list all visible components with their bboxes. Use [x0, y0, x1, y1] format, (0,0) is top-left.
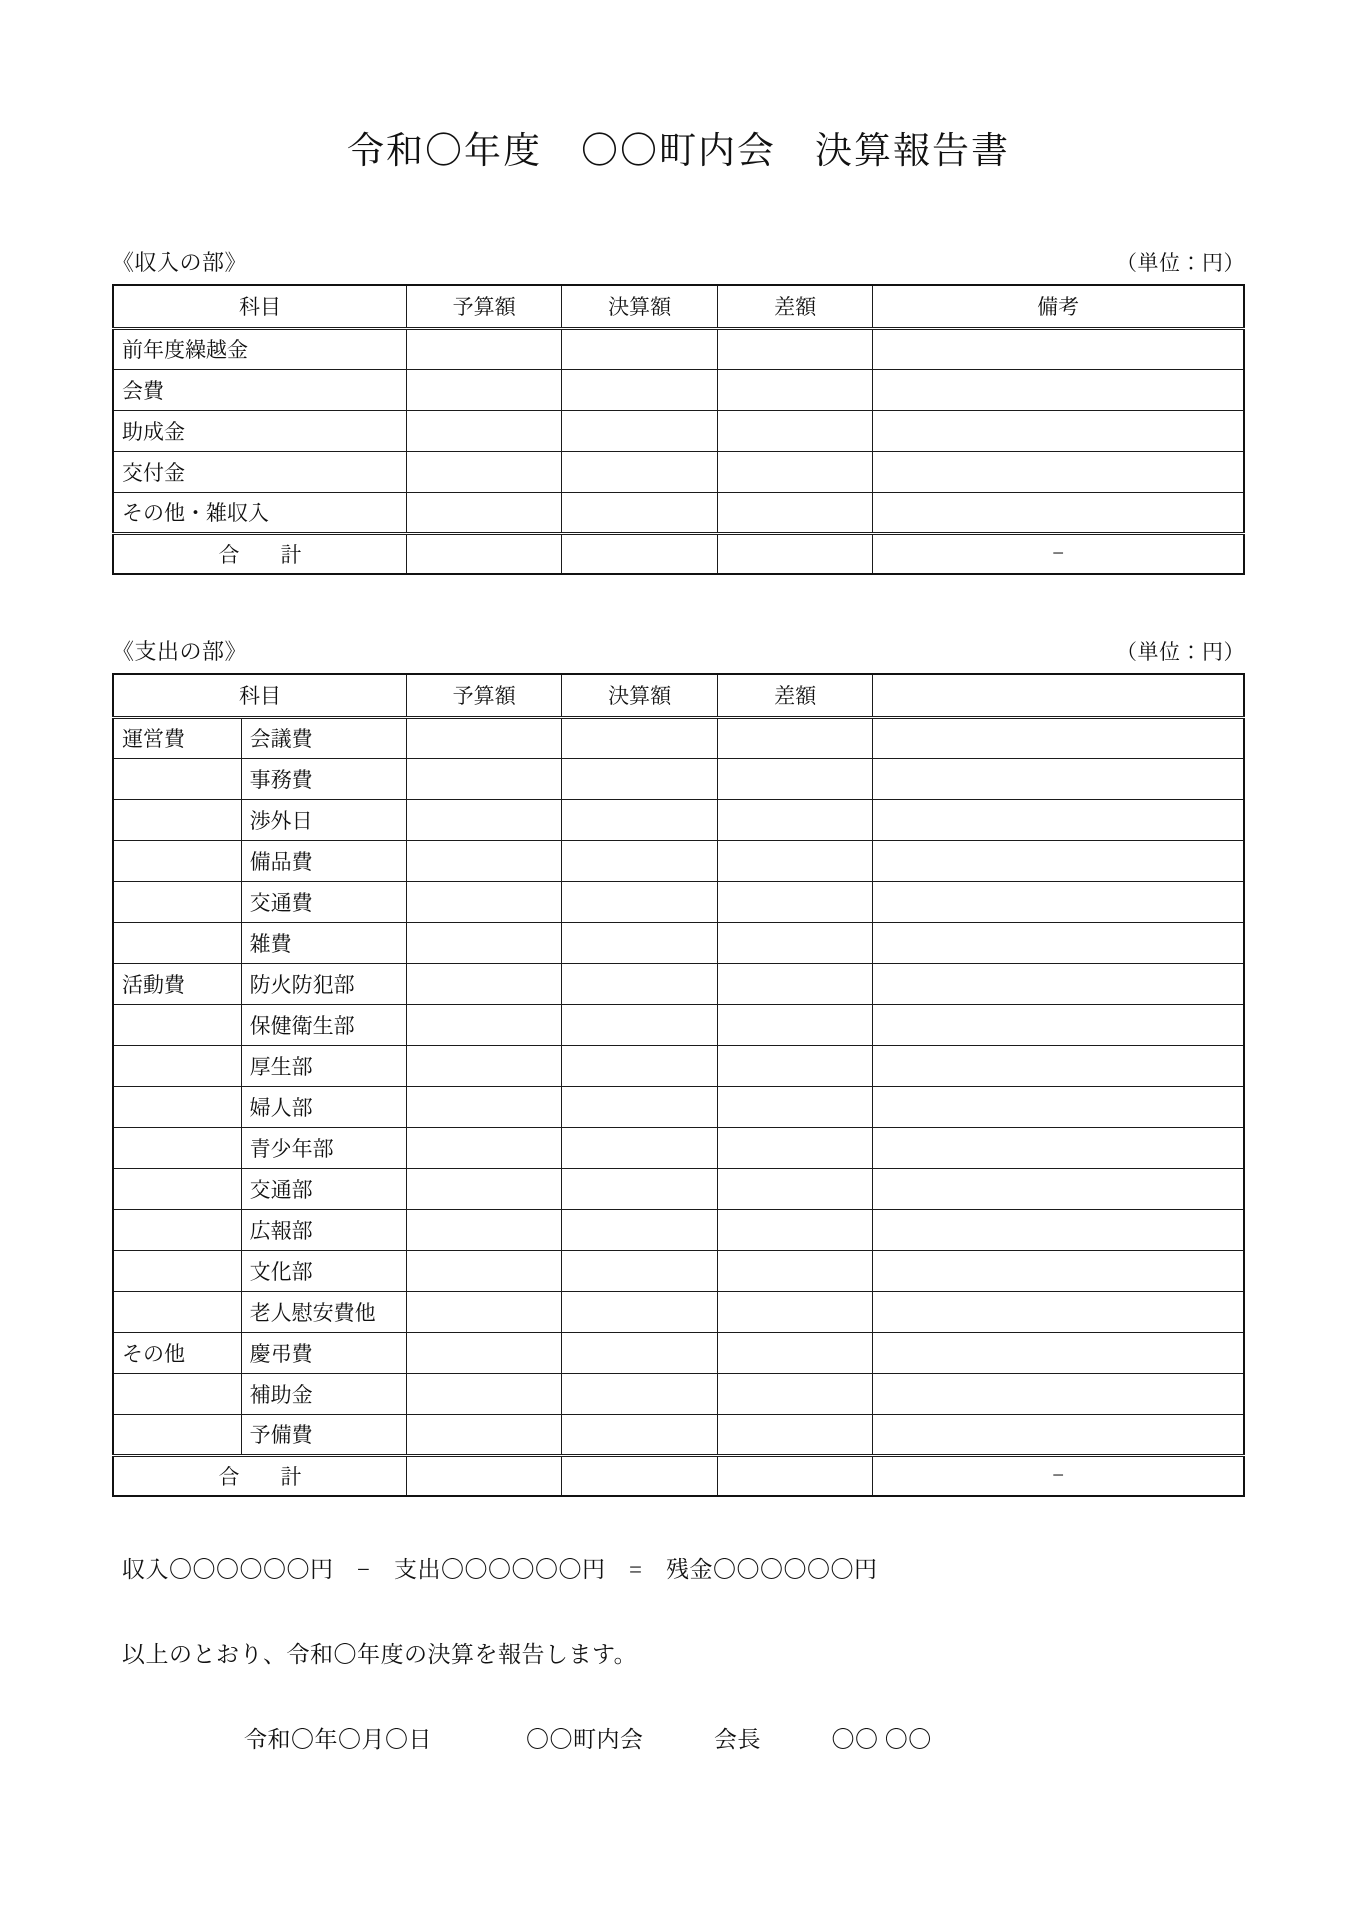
expense-total-row — [113, 1455, 1244, 1496]
expense-row-item: 青少年部 — [241, 1127, 406, 1168]
report-statement-line: 以上のとおり、令和〇年度の決算を報告します。 — [122, 1642, 638, 1667]
expense-total-difference[interactable] — [717, 1455, 872, 1496]
income-row-settlement[interactable] — [562, 369, 717, 410]
expense-row-settlement[interactable] — [562, 1209, 717, 1250]
expense-row-difference[interactable] — [717, 963, 872, 1004]
expense-row-settlement[interactable] — [562, 799, 717, 840]
expense-row-remarks[interactable] — [873, 1127, 1244, 1168]
expense-row-difference[interactable] — [717, 1414, 872, 1455]
expense-row-group — [113, 1086, 241, 1127]
expense-col-item: 科目 — [113, 674, 406, 717]
expense-row-group — [113, 799, 241, 840]
table-row — [113, 1332, 1244, 1373]
table-row — [113, 1086, 1244, 1127]
income-total-difference[interactable] — [717, 533, 872, 574]
expense-row-item: 事務費 — [241, 758, 406, 799]
expense-unit-note: （単位：円） — [1116, 640, 1245, 664]
expense-total-budget[interactable] — [406, 1455, 561, 1496]
expense-row-difference[interactable] — [717, 758, 872, 799]
expense-row-group — [113, 1004, 241, 1045]
expense-row-settlement[interactable] — [562, 1045, 717, 1086]
expense-row-remarks[interactable] — [873, 1045, 1244, 1086]
income-unit-note: （単位：円） — [1116, 251, 1245, 275]
expense-row-budget[interactable] — [406, 963, 561, 1004]
expense-row-group: 活動費 — [113, 963, 241, 1004]
expense-row-group — [113, 922, 241, 963]
expense-row-group — [113, 881, 241, 922]
expense-row-difference[interactable] — [717, 799, 872, 840]
expense-row-budget[interactable] — [406, 1373, 561, 1414]
expense-row-group — [113, 840, 241, 881]
expense-row-item: 防火防犯部 — [241, 963, 406, 1004]
table-row — [113, 881, 1244, 922]
expense-row-item: 交通部 — [241, 1168, 406, 1209]
income-row-remarks[interactable] — [873, 410, 1244, 451]
table-row — [113, 369, 1244, 410]
expense-col-difference: 差額 — [717, 674, 872, 717]
expense-row-difference[interactable] — [717, 1086, 872, 1127]
signature-line: 令和〇年〇月〇日 〇〇町内会 会長 〇〇 〇〇 — [244, 1727, 932, 1752]
income-row-remarks[interactable] — [873, 492, 1244, 533]
expense-row-item: 雑費 — [241, 922, 406, 963]
expense-row-item: 厚生部 — [241, 1045, 406, 1086]
expense-row-budget[interactable] — [406, 1004, 561, 1045]
table-row — [113, 1250, 1244, 1291]
income-total-label: 合 計 — [113, 533, 406, 574]
expense-row-settlement[interactable] — [562, 963, 717, 1004]
income-row-budget[interactable] — [406, 328, 561, 369]
income-row-difference[interactable] — [717, 328, 872, 369]
expense-row-settlement[interactable] — [562, 717, 717, 758]
income-row-settlement[interactable] — [562, 492, 717, 533]
expense-row-remarks[interactable] — [873, 1168, 1244, 1209]
expense-row-settlement[interactable] — [562, 1250, 717, 1291]
expense-row-group: その他 — [113, 1332, 241, 1373]
table-row — [113, 410, 1244, 451]
income-col-remarks: 備考 — [873, 285, 1244, 328]
expense-row-difference[interactable] — [717, 1127, 872, 1168]
expense-row-item: 婦人部 — [241, 1086, 406, 1127]
expense-row-budget[interactable] — [406, 1127, 561, 1168]
table-row — [113, 328, 1244, 369]
income-section-caption — [112, 246, 1245, 277]
expense-row-remarks[interactable] — [873, 717, 1244, 758]
expense-row-budget[interactable] — [406, 717, 561, 758]
income-row-budget[interactable] — [406, 451, 561, 492]
table-row — [113, 758, 1244, 799]
table-row — [113, 1291, 1244, 1332]
income-row-settlement[interactable] — [562, 451, 717, 492]
expense-row-group — [113, 1045, 241, 1086]
table-row — [113, 451, 1244, 492]
expense-row-budget[interactable] — [406, 799, 561, 840]
table-row — [113, 1414, 1244, 1455]
expense-row-difference[interactable] — [717, 922, 872, 963]
expense-total-label: 合 計 — [113, 1455, 406, 1496]
expense-row-item: 老人慰安費他 — [241, 1291, 406, 1332]
expense-row-item: 保健衛生部 — [241, 1004, 406, 1045]
expense-row-remarks[interactable] — [873, 1086, 1244, 1127]
expense-col-settlement: 決算額 — [562, 674, 717, 717]
income-col-settlement: 決算額 — [562, 285, 717, 328]
income-total-settlement[interactable] — [562, 533, 717, 574]
expense-row-difference[interactable] — [717, 881, 872, 922]
expense-row-difference[interactable] — [717, 717, 872, 758]
income-col-item: 科目 — [113, 285, 406, 328]
table-row — [113, 492, 1244, 533]
expense-row-remarks[interactable] — [873, 1332, 1244, 1373]
expense-row-settlement[interactable] — [562, 1291, 717, 1332]
expense-row-group — [113, 1373, 241, 1414]
expense-row-difference[interactable] — [717, 1209, 872, 1250]
expense-row-item: 渉外日 — [241, 799, 406, 840]
income-table-header-row — [113, 285, 1244, 328]
expense-row-group — [113, 1209, 241, 1250]
income-row-item: 助成金 — [113, 410, 406, 451]
expense-row-settlement[interactable] — [562, 1086, 717, 1127]
income-row-budget[interactable] — [406, 369, 561, 410]
income-row-remarks[interactable] — [873, 369, 1244, 410]
expense-row-group — [113, 1127, 241, 1168]
expense-row-budget[interactable] — [406, 840, 561, 881]
expense-row-difference[interactable] — [717, 1045, 872, 1086]
expense-row-budget[interactable] — [406, 1332, 561, 1373]
expense-row-item: 補助金 — [241, 1373, 406, 1414]
balance-equation-line: 収入〇〇〇〇〇〇円 − 支出〇〇〇〇〇〇円 = 残金〇〇〇〇〇〇円 — [122, 1557, 878, 1582]
income-row-budget[interactable] — [406, 410, 561, 451]
income-total-row — [113, 533, 1244, 574]
expense-row-difference[interactable] — [717, 1332, 872, 1373]
expense-row-difference[interactable] — [717, 1373, 872, 1414]
expense-table — [112, 673, 1245, 1497]
expense-row-budget[interactable] — [406, 1168, 561, 1209]
expense-row-difference[interactable] — [717, 1004, 872, 1045]
table-row — [113, 1209, 1244, 1250]
income-row-difference[interactable] — [717, 451, 872, 492]
income-row-budget[interactable] — [406, 492, 561, 533]
expense-row-budget[interactable] — [406, 1209, 561, 1250]
income-row-remarks[interactable] — [873, 451, 1244, 492]
expense-row-item: 広報部 — [241, 1209, 406, 1250]
expense-row-settlement[interactable] — [562, 881, 717, 922]
expense-row-item: 予備費 — [241, 1414, 406, 1455]
income-row-difference[interactable] — [717, 369, 872, 410]
expense-row-item: 備品費 — [241, 840, 406, 881]
income-row-settlement[interactable] — [562, 328, 717, 369]
expense-row-budget[interactable] — [406, 922, 561, 963]
expense-row-remarks[interactable] — [873, 1373, 1244, 1414]
expense-row-difference[interactable] — [717, 840, 872, 881]
income-row-remarks[interactable] — [873, 328, 1244, 369]
expense-row-budget[interactable] — [406, 1086, 561, 1127]
expense-row-item: 交通費 — [241, 881, 406, 922]
expense-row-remarks[interactable] — [873, 799, 1244, 840]
table-row — [113, 799, 1244, 840]
expense-row-remarks[interactable] — [873, 1209, 1244, 1250]
income-row-difference[interactable] — [717, 492, 872, 533]
expense-total-settlement[interactable] — [562, 1455, 717, 1496]
income-table — [112, 284, 1245, 575]
income-row-difference[interactable] — [717, 410, 872, 451]
table-row — [113, 1004, 1244, 1045]
table-row — [113, 717, 1244, 758]
expense-row-remarks[interactable] — [873, 881, 1244, 922]
expense-row-remarks[interactable] — [873, 922, 1244, 963]
income-section-label: 《収入の部》 — [112, 250, 248, 275]
expense-row-budget[interactable] — [406, 758, 561, 799]
expense-row-settlement[interactable] — [562, 1127, 717, 1168]
expense-row-group — [113, 1414, 241, 1455]
table-row — [113, 1045, 1244, 1086]
expense-table-header-row — [113, 674, 1244, 717]
expense-row-item: 文化部 — [241, 1250, 406, 1291]
page-title: 令和〇年度 〇〇町内会 決算報告書 — [347, 131, 1010, 172]
expense-row-settlement[interactable] — [562, 758, 717, 799]
expense-row-group — [113, 1291, 241, 1332]
expense-total-remarks: − — [873, 1455, 1244, 1496]
expense-row-difference[interactable] — [717, 1168, 872, 1209]
expense-row-budget[interactable] — [406, 1414, 561, 1455]
table-row — [113, 1373, 1244, 1414]
income-col-difference: 差額 — [717, 285, 872, 328]
expense-section-label: 《支出の部》 — [112, 639, 248, 664]
expense-row-group: 運営費 — [113, 717, 241, 758]
expense-col-budget: 予算額 — [406, 674, 561, 717]
table-row — [113, 963, 1244, 1004]
expense-row-budget[interactable] — [406, 881, 561, 922]
expense-row-remarks[interactable] — [873, 1250, 1244, 1291]
expense-row-remarks[interactable] — [873, 758, 1244, 799]
expense-row-remarks[interactable] — [873, 963, 1244, 1004]
expense-row-budget[interactable] — [406, 1045, 561, 1086]
expense-row-settlement[interactable] — [562, 1004, 717, 1045]
expense-row-difference[interactable] — [717, 1250, 872, 1291]
expense-row-remarks[interactable] — [873, 840, 1244, 881]
expense-row-item: 会議費 — [241, 717, 406, 758]
expense-row-remarks[interactable] — [873, 1291, 1244, 1332]
income-row-settlement[interactable] — [562, 410, 717, 451]
expense-row-difference[interactable] — [717, 1291, 872, 1332]
income-row-item: 前年度繰越金 — [113, 328, 406, 369]
table-row — [113, 922, 1244, 963]
expense-row-budget[interactable] — [406, 1250, 561, 1291]
expense-row-settlement[interactable] — [562, 1414, 717, 1455]
table-row — [113, 1127, 1244, 1168]
table-row — [113, 840, 1244, 881]
income-total-remarks: − — [873, 533, 1244, 574]
expense-row-group — [113, 758, 241, 799]
expense-row-group — [113, 1168, 241, 1209]
income-row-item: 交付金 — [113, 451, 406, 492]
expense-row-remarks[interactable] — [873, 1004, 1244, 1045]
table-row — [113, 1168, 1244, 1209]
expense-col-remarks — [873, 674, 1244, 717]
expense-row-group — [113, 1250, 241, 1291]
income-row-item: その他・雑収入 — [113, 492, 406, 533]
expense-section-caption — [112, 635, 1245, 666]
expense-row-settlement[interactable] — [562, 1373, 717, 1414]
expense-row-settlement[interactable] — [562, 1332, 717, 1373]
expense-row-item: 慶弔費 — [241, 1332, 406, 1373]
income-col-budget: 予算額 — [406, 285, 561, 328]
income-total-budget[interactable] — [406, 533, 561, 574]
expense-row-budget[interactable] — [406, 1291, 561, 1332]
expense-row-settlement[interactable] — [562, 1168, 717, 1209]
expense-row-settlement[interactable] — [562, 922, 717, 963]
expense-row-remarks[interactable] — [873, 1414, 1244, 1455]
expense-row-settlement[interactable] — [562, 840, 717, 881]
income-row-item: 会費 — [113, 369, 406, 410]
